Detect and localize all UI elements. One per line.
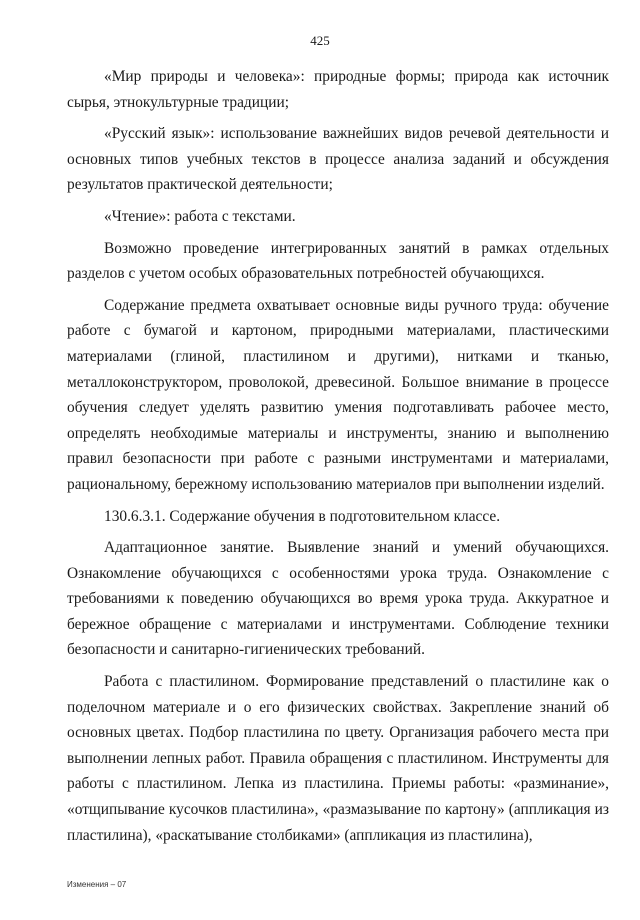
paragraph: Адаптационное занятие. Выявление знаний и умений обучающихся. Ознакомление обучающихся с особенностями урока труда. Ознакомление с требованиями к поведению обучающихся во время урока труда. Аккуратное и бережное обращение с материалами и инструментами. Соблюдение техники безопасности и санитарно-гигиенических требований. [67,539,609,659]
paragraph: «Русский язык»: использование важнейших видов речевой деятельности и основных типов учебных текстов в процессе анализа заданий и обсуждения результатов практической деятельности; [67,125,609,194]
document-body [67,64,609,854]
footer-revision-note: Изменения – 07 [67,880,127,889]
section-heading: 130.6.3.1. Содержание обучения в подготовительном классе. [104,507,501,525]
paragraph: «Мир природы и человека»: природные формы; природа как источник сырья, этнокультурные традиции; [67,68,609,111]
paragraph: Содержание предмета охватывает основные виды ручного труда: обучение работе с бумагой и картоном, природными материалами, пластическими материалами (глиной, пластилином и другими), нитками и тканью, металлоконструктором, проволокой, древесиной. Большое внимание в процессе обучения следует уделять развитию умения подготавливать рабочее место, определять необходимые материалы и инструменты, знанию и выполнению правил безопасности при работе с разными инструментами и материалами, рациональному, бережному использованию материалов при выполнении изделий. [67,296,609,493]
paragraph: «Чтение»: работа с текстами. [104,207,296,225]
paragraph: Работа с пластилином. Формирование представлений о пластилине как о поделочном материале и о его физических свойствах. Закрепление знаний об основных цветах. Подбор пластилина по цвету. Организация рабочего места при выполнении лепных работ. Правила обращения с пластилином. Инструменты для работы с пластилином. Лепка из пластилина. Приемы работы: «разминание», «отщипывание кусочков пластилина», «размазывание по картону» (аппликация из пластилина), «раскатывание столбиками» (аппликация из пластилина), [67,673,609,844]
paragraph: Возможно проведение интегрированных занятий в рамках отдельных разделов с учетом особых образовательных потребностей обучающихся. [67,239,609,283]
page-number: 425 [310,33,330,48]
